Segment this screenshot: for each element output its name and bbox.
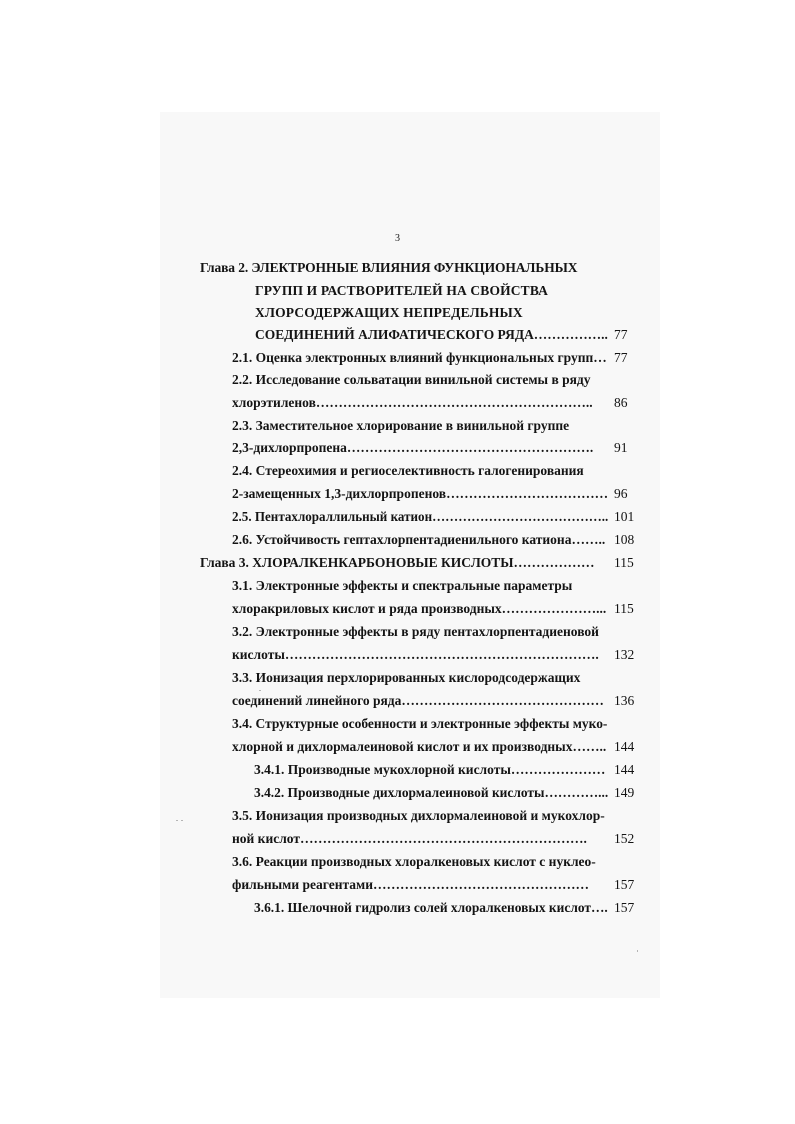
toc-section-2-6: 2.6. Устойчивость гептахлорпентадиенильного катиона…….. <box>232 532 606 547</box>
toc-chapter-2-title: Глава 2. ЭЛЕКТРОННЫЕ ВЛИЯНИЯ ФУНКЦИОНАЛЬНЫХ <box>200 260 578 275</box>
toc-section-3-2: 3.2. Электронные эффекты в ряду пентахлорпентадиеновой <box>232 624 599 639</box>
toc-section-3-3-cont: соединений линейного ряда……………………………………… <box>232 693 604 708</box>
toc-page-number: 144 <box>614 739 635 754</box>
toc-section-2-2-cont: хлорэтиленов…………………………………………………….. <box>232 395 593 410</box>
toc-section-3-4-cont: хлорной и дихлормалеиновой кислот и их производных…….. <box>232 739 607 754</box>
toc-section-2-5: 2.5. Пентахлораллильный катион………………………………….. <box>232 509 609 524</box>
toc-page-number: 152 <box>614 831 635 846</box>
scan-speck <box>259 690 261 691</box>
toc-subsection-3-4-2: 3.4.2. Производные дихлормалеиновой кислоты…………... <box>254 785 609 800</box>
toc-section-2-4-cont: 2-замещенных 1,3-дихлорпропенов……………………………… <box>232 486 609 501</box>
toc-section-3-2-cont: кислоты……………………………………………………………. <box>232 647 599 662</box>
toc-section-3-4: 3.4. Структурные особенности и электронные эффекты муко- <box>232 716 608 731</box>
toc-section-3-6-cont: фильными реагентами………………………………………… <box>232 877 589 892</box>
toc-page-number: 115 <box>614 601 634 616</box>
toc-subsection-3-4-1: 3.4.1. Производные мукохлорной кислоты………………… <box>254 762 606 777</box>
toc-section-3-5: 3.5. Ионизация производных дихлормалеиновой и мукохлор- <box>232 808 605 823</box>
toc-page-number: 86 <box>614 395 628 410</box>
toc-page-number: 115 <box>614 555 634 570</box>
toc-section-3-6: 3.6. Реакции производных хлоралкеновых кислот с нуклео- <box>232 854 596 869</box>
toc-page-number: 77 <box>614 350 628 365</box>
page-number: 3 <box>395 233 400 244</box>
toc-page-number: 136 <box>614 693 635 708</box>
toc-section-3-3: 3.3. Ионизация перхлорированных кислородсодержащих <box>232 670 581 685</box>
toc-page-number: 77 <box>614 327 628 342</box>
toc-section-3-1: 3.1. Электронные эффекты и спектральные параметры <box>232 578 573 593</box>
toc-chapter-2-title-cont: ГРУПП И РАСТВОРИТЕЛЕЙ НА СВОЙСТВА <box>255 283 549 298</box>
toc-chapter-2-title-cont: ХЛОРСОДЕРЖАЩИХ НЕПРЕДЕЛЬНЫХ <box>255 305 523 320</box>
toc-chapter-2-title-cont: СОЕДИНЕНИЙ АЛИФАТИЧЕСКОГО РЯДА…………….. <box>255 327 608 342</box>
toc-section-2-1: 2.1. Оценка электронных влияний функциональных групп… <box>232 350 607 365</box>
scan-speck <box>181 820 183 821</box>
toc-page-number: 108 <box>614 532 635 547</box>
scan-speck <box>176 820 178 821</box>
toc-page-number: 101 <box>614 509 635 524</box>
toc-page-number: 91 <box>614 440 628 455</box>
toc-page-number: 157 <box>614 900 635 915</box>
toc-subsection-3-6-1: 3.6.1. Шелочной гидролиз солей хлоралкеновых кислот…. <box>254 900 608 915</box>
toc-page-number: 144 <box>614 762 635 777</box>
toc-section-2-3-cont: 2,3-дихлорпропена………………………………………………. <box>232 440 594 455</box>
scan-speck <box>637 950 638 952</box>
toc-section-3-1-cont: хлоракриловых кислот и ряда производных…………………... <box>232 601 607 616</box>
toc-page-number: 132 <box>614 647 635 662</box>
toc-section-2-3: 2.3. Заместительное хлорирование в винильной группе <box>232 418 570 433</box>
toc-page-number: 149 <box>614 785 635 800</box>
toc-section-2-2: 2.2. Исследование сольватации винильной системы в ряду <box>232 372 591 387</box>
toc-page-number: 96 <box>614 486 628 501</box>
toc-section-2-4: 2.4. Стереохимия и региоселективность галогенирования <box>232 463 584 478</box>
toc-section-3-5-cont: ной кислот………………………………………………………. <box>232 831 587 846</box>
toc-page-number: 157 <box>614 877 635 892</box>
toc-chapter-3-title: Глава 3. ХЛОРАЛКЕНКАРБОНОВЫЕ КИСЛОТЫ……………… <box>200 555 595 570</box>
